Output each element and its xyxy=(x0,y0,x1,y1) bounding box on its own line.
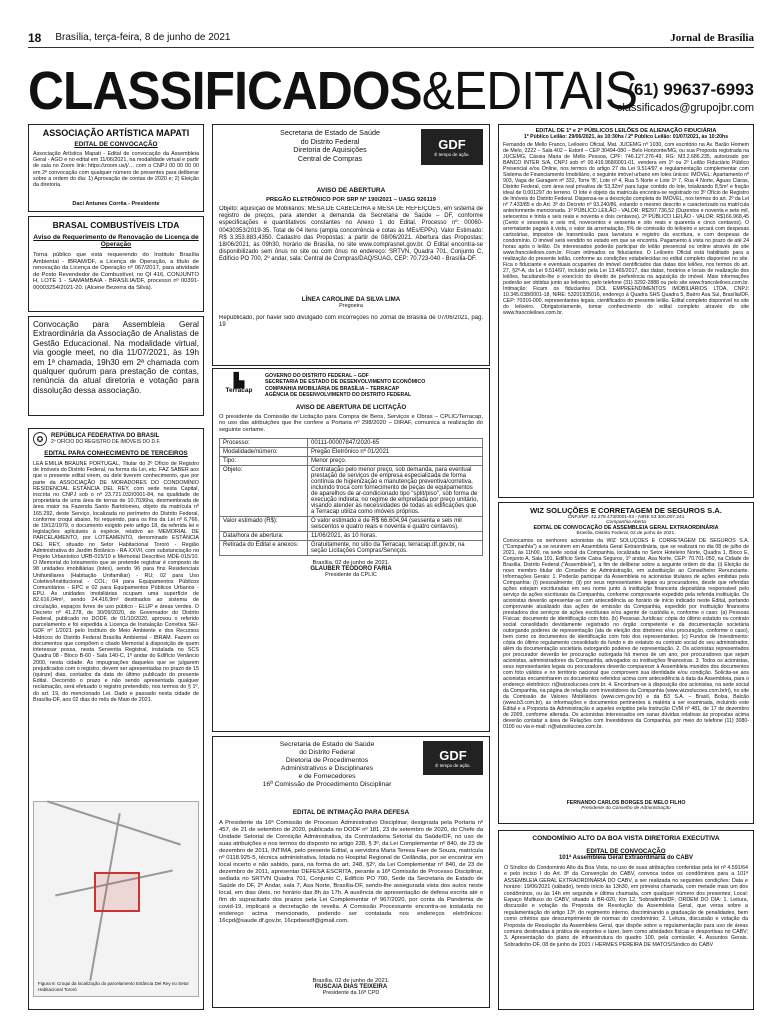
notice-title: EDITAL DE 1º e 2º PÚBLICOS LEILÕES DE ALIENAÇÃO FIDUCIÁRIA xyxy=(535,128,717,134)
gov-line2: SECRETARIA DE ESTADO DE DESENVOLVIMENTO ECONÔMICO xyxy=(265,379,426,386)
gdf-logo-text: GDF xyxy=(439,748,467,763)
notice-signature: FERNANDO CARLOS BORGES DE MELO FILHO xyxy=(566,800,686,806)
notice-role: Presidente da CPLIC xyxy=(325,572,377,579)
contact-email[interactable]: classificados@grupojbr.com xyxy=(616,102,754,114)
page-number: 18 xyxy=(28,30,42,45)
table-row xyxy=(220,466,483,517)
notice-body: Convocamos os senhores acionistas da WIZ SOLUÇÕES E CORRETAGEM DE SEGUROS S.A. ("Companhia") a se reunirem em Assembleia Geral Extraordinária, que se realizará no dia 08 de julho de 2021, às 11h00, na sede social da Companhia, localizada no Setor Hoteleiro Norte, Quadra 1, Bloco E, Conjunto A, Sala 101, Edifício Sede Caixa Seguros, 1º andar, Asa Norte, CEP: 70.701-050, na Cidade de Brasília, Distrito Federal ("Assembleia"), a fim de deliberar sobre a seguinte ordem do dia: (i) Eleição de novo membro titular do Conselho de Administração, em substituição ao Conselheiro Renunciante. Informações Gerais: 1. Poderão participar da Assembleia os acionistas titulares de ações emitidas pela Companhia: (i) pessoalmente; (ii) por seus representantes legais ou procuradores, desde que referidas ações estejam escrituradas em seu nome junto à instituição financeira depositária responsável pelo serviço de ações escriturais da Companhia, conforme comprovante expedido pela referida instituição. Os acionistas deverão apresentar-se com antecedência ao horário de início indicado neste Edital, portando comprovante atualizado das ações de emissão da Companhia, expedido por instituição financeira prestadora dos serviços de ações escriturais e/ou agente de custódia e, conforme o caso: (a) Pessoas Físicas: documento de identificação com foto. (b) Pessoas Jurídicas: cópia do último estatuto ou contrato social consolidado devidamente registrado no órgão competente e da documentação societária outorgando poderes de representação (ata de eleição dos diretores e/ou procuração, conforme o caso), bem como os documentos de identificação com foto dos representantes. (c) Fundos de Investimento: cópia do último regulamento consolidado do fundo e do estatuto ou contrato social do seu administrador, além da documentação societária outorgando poderes de representação. 2. Os acionistas representados por procurador deverão ter procuração outorgada há menos de um ano, por procuradores que sejam acionistas, administradores da Companhia, advogados ou instituições financeiras. 3. Todos os acionistas, seus representantes legais ou procuradores deverão comparecer à Assembleia munidos dos documentos com foto válidos e no território nacional que comprovem sua identidade e/ou condição. Solicita-se aos acionistas encaminharem os documentos referidos acima com antecedência à data da Assembleia, para o endereço eletrônico: ri@wizsolucoes.com.br. 4. Encontram-se à disposição dos acionistas, na sede social da Companhia, na página de relação com investidores da Companhia (www.wizsolucoes.com.br/ri), no site da Comissão de Valores Mobiliários (www.cvm.gov.br) e da B3 S.A. – Brasil, Bolsa, Balcão (www.b3.com.br), as informações e documentos pertinentes à matéria a ser examinada, incluindo este Edital e a Proposta da Administração e aqueles exigidos pela Instrução CVM nº 481, de 17 de dezembro de 2009, conforme alterada. Os acionistas interessados em sanar dúvidas relativas às propostas acima deverão contatar a área de Relações com Investidores da Companhia, por meio do telefone (11) 3080-0100 ou via e-mail: ri@wizsolucoes.com.br. xyxy=(503,538,749,730)
notice-convocacao xyxy=(28,316,204,416)
notice-title: AVISO DE ABERTURA xyxy=(316,187,386,194)
table-row-label: Objeto: xyxy=(220,466,308,517)
notice-date: Brasília, 02 de junho de 2021. xyxy=(312,560,390,567)
saude-header xyxy=(219,129,483,187)
notice-body: LÉA EMILIA BRAUNE PORTUGAL, Titular do 2º Ofício de Registro de Imóveis do Distrito Federal, na forma da Lei, etc. FAZ SABER aos que o presente edital virem, ou dele tiverem conhecimento, que por parte da ASSOCIAÇÃO DE MORADORES DO CONDOMÍNIO RESIDENCIAL ESTÂNCIA DEL REY, com sede nesta Capital, inscrita no CNPJ sob o nº 23.721.032/0001-84, na qualidade de proprietária de uma área de terras de 10,7036ha, desmembrada de área maior na Fazenda Santo Bartolomeu, objeto da matrícula nº 165.292, deste Serviço, localizada no perímetro do Distrito Federal, conforme croqui abaixo, foi requerido, para os fins da Lei nº 6.766, de 19/12/1979, o documento exigido pelo artigo 18, da referida lei e legislações aplicáveis à espécie, relativo ao MEMORIAL DE PARCELAMENTO, por LOTEAMENTO, denominado ESTÂNCIA DEL REY, situado no Setor Habitacional Tororó - Região Administrativa do Jardim Botânico - RA XXVII, com substanciação no Projeto Urbanístico URB-015/10 e Memorial Descritivo MDE-015/10. O Memorial do loteamento que se pretende registrar é composto de 98 unidades imobiliárias (lotes), sendo 96 para fins Residenciais Unifamiliares (Habitação Unifamiliar) - RU; 02 para Uso Coletivo/Institucional - COL; 04 para Equipamentos Públicos Comunitários - EPC e 02 para Equipamentos Públicos Urbanos - EPU. As unidades imobiliárias ocupam uma superfície de 82.616,04m², sendo 24.416,9m² destinados ao sistema de circulação, espaços livres de uso público - ELUP e áreas verdes. O Decreto nº 41.278, de 30/09/2020, do Governador do Distrito Federal, publicado no DODF, de 01/10/2020, aprovou o referido parcelamento e foi expedida a Licença de Instalação Corretiva SEI-GDF nº 1/2021 pelo Instituto do Meio Ambiente e dos Recursos Hídricos do Distrito Federal Brasília Ambiental - IBRAM. Fazem os documentos que compõem o citado Memorial à disposição de quem interessar possa, nesta Serventia Registral, instalada no SCS Quadra 08 - Bloco B-60 - Sala 140-C, 1º andar do Edifício Venâncio 2000, nesta cidade. As impugnações daqueles que se julgarem prejudicados com o registro, devem ser apresentadas no prazo de 15 (quinze) dias, contados da data do último publicado do presente Edital. Decorrido o prazo e não sendo apresentada qualquer reclamação, será efetuado o registro pretendido, nos termos do § 1º, do art. 19, do mencionado Lei. Dado e passado nesta cidade de Brasília-DF, aos 02 dias do mês de Maio de 2021. xyxy=(33,461,199,703)
notice-title: Aviso de Requerimento de Renovação de Licença de Operação xyxy=(33,234,199,248)
table-row-value: 11/06/2021, às 10 horas. xyxy=(308,532,483,541)
terracap-logo xyxy=(219,373,259,394)
notice-cnpj: CNPJ/MF: 42.278.473/0001-03 - NIRE 53.300.007.241 xyxy=(567,515,685,520)
cartorio-header xyxy=(33,432,199,446)
notice-leilao xyxy=(498,124,754,498)
notice-subtitle: 101ª Assembleia Geral Extraordinária do CABV xyxy=(558,855,694,861)
saude-line2: do Distrito Federal xyxy=(300,136,360,146)
notice-saude-intimacao xyxy=(212,736,490,1008)
location-map xyxy=(33,801,199,997)
table-row-label: Retirada do Edital e anexos: xyxy=(220,541,308,556)
table-row-value: O valor estimado é de R$ 66.604,94 (sessenta e seis mil seiscentos e quatro reais e noventa e quatro centavos). xyxy=(308,517,483,532)
gov-line4: AGÊNCIA DE DESENVOLVIMENTO DO DISTRITO FEDERAL xyxy=(265,392,412,399)
notice-date: Brasília, 02 de junho de 2021. xyxy=(312,978,390,984)
notice-body: Convocação para Assembleia Geral Extraordinária da Associação de Analistas de Gestão Educacional. Na modalidade virtual, via google meet, no dia 11/07/2021, às 19h em 1ª chamada, 19h30 em 2ª chamada com qualquer quórum para prestação de contas, renúncia da atual diretoria e votação para dissolução dessa associação. xyxy=(33,320,199,395)
gov-line1: GOVERNO DO DISTRITO FEDERAL – GDF xyxy=(265,373,369,379)
notice-body: Associação Artística Mapati - Edital de convocação da Assembleia Geral - AGO e no edital em 11/06/2021, na modalidade virtual e partir de sala no Zoom link: https://zoom.us/j/… com o CNPJ 00 00 00 00 em 2ª convocação com qualquer número de presentes para deliberar sobre a ordem do dia: 1) Aprovação de contas de 2020 e; 2) Eleição da diretoria. xyxy=(33,151,199,189)
notice-signature: LÍNEA CAROLINE DA SILVA LIMA xyxy=(301,296,401,303)
table-row-value: 00111-00007847/2020-65 xyxy=(308,439,483,448)
notice-title: EDITAL PARA CONHECIMENTO DE TERCEIROS xyxy=(44,450,188,457)
saude-line1: Secretaria de Estado de Saúde xyxy=(280,128,380,137)
notice-intro: O presidente da Comissão de Licitação para Compra de Bens, Serviços e Obras – CPLIC/Terracap, no uso das atribuições que lhe confere a Portaria nº 298/2020 – DIRAF, comunica a realização do seguinte certame. xyxy=(219,413,483,434)
publication-date: Brasília, terça-feira, 8 de junho de 2021 xyxy=(55,32,231,43)
notice-role: Presidente da 16ª CPD xyxy=(322,990,380,996)
notice-role: Presidente do Conselho de Administração xyxy=(581,806,671,811)
coat-of-arms-icon: ✪ xyxy=(33,432,47,446)
map-caption: Figura 6: Croqui da localização do parcelamento Estância Del Rey no Setor Habitacional Tororó xyxy=(38,981,189,992)
table-row xyxy=(220,541,483,556)
notice-wiz xyxy=(498,502,754,824)
notice-cabv xyxy=(498,830,754,1010)
notice-title: AVISO DE ABERTURA DE LICITAÇÃO xyxy=(295,403,407,411)
notice-body: Fernando de Mello Franco, Leiloeiro Oficial, Mat. JUCEMG nº 1030, com escritório na Av. Barão Homem de Melo, 2222 – Sala 402 – Estoril – CEP 30494-080 – Belo Horizonte/MG, ou sua Proposta registrada na JUCEMG, Cássia Maria de Mello Pessoa, CPF: 746.127.276-49, RG: M3.2.686.235, autorizado por BANCO INTER S/A, CNPJ sob nº 00.416.968/0001-01, vendera em 1º ou 2º Leilão Fiduciário Público Presencial e/ou Online, nos termos do artigo 27 da Lei 9.514/97 e regulamentação complementar com Sistema de Financiamento Imobiliário, o seguinte imóvel urbano em lotes únicos: IMÓVEL: Apartamento nº 903, Vaga de Garagem nº 332, Torre 'B', Lote nº 4, Rua 5 Norte e Lote 1º 7, Rua 4 Norte, Águas Claras, Distrito Federal, com área real privativa de 53,32m² para lugar contido do lote, totalizando 8,5m² e fração ideal de 0,001297 do terreno. O lote é objeto da matrícula encontra-se registrado no 3º Ofício de Registro de Imóveis do Distrito Federal. Dispensa-se a descrição completa do IMÓVEL, nos termos do art. 2º da Lei nº 7.433/85 e do Art. 3º do Decreto nº 93.240/86, estando o mesmo descrito e caracterizado na matrícula anteriormente mencionada. 1º PÚBLICO LEILÃO - VALOR: R$297.736,52 (Duzentos e noventa e sete mil, setecentos e trinta e seis reais e noventa e dois centavos). 2º PÚBLICO LEILÃO - VALOR: R$166.968,45 (Cento e sessenta e seis mil, novecentos e sessenta e oito reais e quarenta e cinco centavos). O arrematante pagará à vista, o valor da arrematação, 5% de comissão do leiloeiro e arcará com despesas cartorárias, impostos de transmissão para lavratura e registro da escritura, e com despesas de condomínio. O imóvel será vendido no estado em que se encontra. Pagamento à vista no prazo de até 24 horas após o leilão. Os interessados poderão participar do leilão presencial ou online através do site www.francoleiloes.com.br. Ficam intimados os fiduciantes. O Leiloeiro Oficial está habilitado para a realização do presente leilão, conforme as condições estabelecidas no edital completo disponível no site. Fica o fiduciante e eventuais ocupantes do imóvel cientificados das datas dos leilões, nos termos do art. 27, §2º-A, da Lei 9.514/97, incluído pela Lei 13.465/2017, das datas, horários e locais de realização dos leilões, facultando-lhe o exercício do direito de preferência na aquisição do imóvel. Mais informações poderão ser obtidas junto ao leiloeiro, pelo telefone (31) 3292-2888 ou pelo site www.francoleiloes.com.br. Intimação: Ficam os fiduciantes DOL EMPREENDIMENTOS IMOBILIÁRIOS LTDA, CNPJ: 10.345.038/0001-18, NIRE: 53201935016, endereço à Quadra SHS Quadra 5, Bairro Asa Sul, Brasília/DF, CEP: 70316-000, representantes legais, cientificados do presente leilão. Edital completo disponível no site do leiloeiro. Obrigatoriamente, tomar conhecimento do edital completo através do site www.francoleiloes.com.br. xyxy=(503,142,749,316)
saude-line5: e de Fornecedores xyxy=(298,773,356,780)
notice-org: WIZ SOLUÇÕES E CORRETAGEM DE SEGUROS S.A. xyxy=(530,506,722,515)
table-row-label: Tipo: xyxy=(220,457,308,466)
cartorio-line1: REPÚBLICA FEDERATIVA DO BRASIL xyxy=(51,433,160,439)
table-row xyxy=(220,439,483,448)
table-row xyxy=(220,517,483,532)
saude-line3: Diretoria de Aquisições xyxy=(293,145,367,155)
saude-line4: Central de Compras xyxy=(297,153,363,163)
notice-title: EDITAL DE CONVOCAÇÃO xyxy=(74,141,158,148)
licitacao-table xyxy=(219,438,483,556)
parcel-outline xyxy=(94,872,140,912)
table-row-label: Processo: xyxy=(220,439,308,448)
notice-saude-pregao xyxy=(212,124,490,366)
table-row-label: Modalidade/número: xyxy=(220,448,308,457)
notice-terracap xyxy=(212,368,490,732)
page-header xyxy=(28,28,754,48)
notice-body: A Presidente da 16ª Comissão de Processo Administrativo Disciplinar, designada pela Portaria nº 457, de 21 de setembro de 2020, publicada no DODF nº 181, 23 de setembro de 2020, do Chefe da Unidade Setorial de Correição Administrativa, da Controladoria Setorial da Saúde/DF, no uso de suas atribuições e nos termos do disposto no artigo 238, § 3º, da Lei Complementar nº 840, de 23 de dezembro de 2011, INTIMA, pelo presente Edital, a servidora Maria Teresa Faer de Souza, matrícula nº 0118.925-5, técnica administrativa, lotada no Hospital Regional de Ceilândia, por se encontrar em local incerto e não sabido, para, na forma do art. 248, §2º, da Lei Complementar nº 840, de 23 de dezembro de 2011, apresentar DEFESA ESCRITA, perante a 16ª Comissão de Processo Disciplinar, sediada no SRTVN Quadra 701, Conjunto C, Edifício PO 700, Sede da Secretaria de Estado de Saúde do DF, 2º Andar, sala 7, Asa Norte, Brasília-DF, sendo-lhe assegurada vista dos autos neste local, em dias úteis, no horário das 8h às 17h. A ausência de apresentação de defesa escrita até o fim do supracitado dos prazos pela Lei Complementar nº 967/2020, por conta da Pandemia de covid-19, implicará a decretação de revelia. A Comissão Processante encontra-se instalada no endereço acima mencionado, podendo ser contatada nos endereços eletrônicos: 16cpd@saude.df.gov.br, 16cpdsesdf@gmail.com. xyxy=(219,820,483,924)
notice-body: Torna público que está requerendo do Instituto Brasília Ambiental - IBRAM/DF, a Licença de Operação, a título de renovação da Licença de Operação nº 067/2017, para atividade de Posto Revendedor de Combustível, no QI 416, CONJUNTO H, LOTE 1 - SAMAMBAIA - BRASÍLIA/DF, processo nº 00391-00003254/2021-20. (Alcene Bezerra da Silva). xyxy=(33,252,199,291)
notice-signature: Daci Antunes Corrêa - Presidente xyxy=(72,201,160,207)
gdf-logo-sub: É tempo de ação. xyxy=(435,763,471,768)
saude-header xyxy=(219,741,483,805)
saude-line4: Administrativos e Disciplinares xyxy=(280,765,374,772)
masthead xyxy=(28,60,754,122)
section-title xyxy=(28,60,637,122)
table-row-value: Gratuitamente, no sítio da Terracap, terracap.df.gov.br, na seção Licitações Compras/Serviços. xyxy=(308,541,483,556)
notice-body: Objeto: aquisição de Mobiliários: MESA DE CABECEIRA e MESA DE REFEIÇÕES, em sistema de registro de preços, para atender a demanda da Secretaria de Saúde – DF, conforme especificações e quantitativos constantes no Anexo 1 do Edital. Processo nº: 00060-00430353/2019-35. Total de 04 itens (ampla concorrência e cotas às MEs/EPPs). Valor Estimado: R$ 3.353.883,4350. Cadastro das Propostas: a partir de 08/06/2021. Abertura das Propostas: 18/06/2021, às 09h30, horário de Brasília, no site www.comprasnet.gov.br. O Edital encontra-se disponibilizado sem ônus no site ou com ônus no endereço: SRTVN, Quadra 701, Conjunto C, Edifício PO 700, 2º andar, sala: Central de Compras/DAQ/SUAG, CEP: 70.723-040 - Brasília-DF. xyxy=(219,206,483,263)
notice-role: Pregoeira xyxy=(339,303,363,309)
saude-line3: Diretoria de Procedimentos xyxy=(285,757,369,764)
newspaper-name: Jornal de Brasília xyxy=(670,31,754,44)
notice-cartorio xyxy=(28,428,204,1010)
notice-body: O Síndico do Condomínio Alto da Boa Vista, no uso de suas atribuições conferidas pela lei nº 4.591/64 e pelo inciso I do Art. 8º da Convenção do CABV, convoca todos os condôminos para a 101ª ASSEMBLEIA GERAL EXTRAORDINÁRIA DO CABV, a ser realizada no seguintes condições: Data e horário: 19/06/2021 (sábado), tendo início às 13h30, em primeira chamada, com metade mais um dos condôminos, ou às 14h em segunda e última chamada, com qualquer número dos presentes; Local: Espaço Multiuso do CABV, situado à BR-020, Km 12, Sobradinho/DF; ORDEM DO DIA: 1. Leitura, discussão e votação da Proposta de Resolução da Assembleia Geral, que versa sobre a regulamentação do artigo 13ª, do regimento interno, discriminando a graduação de penalidades, bem como critérios que descumprimento de normas do condomínio; 2. Leitura, discussão e votação da Proposta de Resolução da Assembleia Geral, que dispõe sobre a regulamentação para uso de áreas comuns destinadas à prática de esportes e lazer, bem como atividades físicas e desportivas no CABV; 3. Apresentação do plano de infraestrutura do quadro 100, pela comissão; 4. Assuntos Gerais. Sobradinho-DF, 08 de junho de 2021 / HERMES PEREIRA DE MATOS/Síndico do CABV xyxy=(504,865,748,948)
terracap-header xyxy=(219,373,483,399)
gdf-logo xyxy=(421,129,483,165)
notice-title: EDITAL DE CONVOCAÇÃO xyxy=(586,848,666,855)
table-row xyxy=(220,448,483,457)
notice-org: CONDOMÍNIO ALTO DA BOA VISTA DIRETORIA EXECUTIVA xyxy=(532,835,720,842)
terracap-logo-text: Terracap xyxy=(225,387,253,394)
notice-brasal xyxy=(28,216,204,312)
table-row xyxy=(220,457,483,466)
saude-line1: Secretaria de Estado de Saúde xyxy=(279,741,375,748)
cartorio-line2: 2º OFÍCIO DO REGISTRO DE IMÓVEIS DO D.F. xyxy=(51,439,161,445)
notice-republication: Republicado, por haver sido divulgado com incorreções no Jornal de Brasília de 07/06/2021, pág. 19 xyxy=(219,315,483,328)
gov-line3: COMPANHIA IMOBILIÁRIA DE BRASÍLIA – TERRACAP xyxy=(265,385,399,392)
notice-title: EDITAL DE INTIMAÇÃO PARA DEFESA xyxy=(292,809,410,816)
terracap-icon: ▙ xyxy=(233,372,245,388)
table-row-label: Data/hora de abertura: xyxy=(220,532,308,541)
table-row-value: Menor preço. xyxy=(308,457,483,466)
notice-signature: RUSCAIA DIAS TEIXEIRA xyxy=(314,984,388,990)
notice-title: EDITAL DE CONVOCAÇÃO DE ASSEMBLEIA GERAL EXTRAORDINÁRIA xyxy=(533,525,719,531)
table-row-value: Pregão Eletrônico nº 01/2021 xyxy=(308,448,483,457)
notice-mapati xyxy=(28,124,204,212)
contact-phone: (61) 99637-6993 xyxy=(628,80,754,99)
notice-place: Brasília, Distrito Federal, 02 de junho de 2021. xyxy=(576,531,676,536)
notice-signature: GLAUBER TEODORO FARIA xyxy=(310,566,392,573)
saude-line2: do Distrito Federal xyxy=(299,749,355,756)
gdf-logo xyxy=(423,741,483,775)
section-title-b: EDITAIS xyxy=(454,61,638,121)
saude-line6: 16ª Comissão de Procedimento Disciplinar xyxy=(262,781,392,788)
table-row-value: Contratação pelo menor preço, sob demanda, para eventual prestação de serviços de empresa especializada de forma contínua de higienização e manutenção preventiva/corretiva, incluindo troca com fornecimento de peças de equipamentos de aparelhos de ar-condicionado tipo "split/piso", sob forma de execução indireta, no regime de empreitada por preço unitário, visando atender às necessidades de todas as edificações que a Terracap utiliza como imóveis próprios. xyxy=(308,466,483,517)
gdf-logo-sub: É tempo de ação. xyxy=(434,152,470,157)
notice-subtitle: 1º Público Leilão: 29/06/2021, às 10:30hs / 2º Público Leilão: 01/07/2021, às 10:20hs xyxy=(523,134,729,140)
gdf-logo-text: GDF xyxy=(438,137,466,152)
notice-kind: Companhia Aberta xyxy=(606,520,646,525)
notice-subtitle: PREGÃO ELETRÔNICO POR SRP Nº 190/2021 – UASG 926119 xyxy=(266,197,436,203)
section-title-a: CLASSIFICADOS xyxy=(28,61,422,121)
notice-org: BRASAL COMBUSTÍVEIS LTDA xyxy=(52,220,180,230)
notice-org: ASSOCIAÇÃO ARTÍSTICA MAPATI xyxy=(42,128,190,138)
ampersand: & xyxy=(421,61,455,121)
table-row-label: Valor estimado (R$): xyxy=(220,517,308,532)
table-row xyxy=(220,532,483,541)
